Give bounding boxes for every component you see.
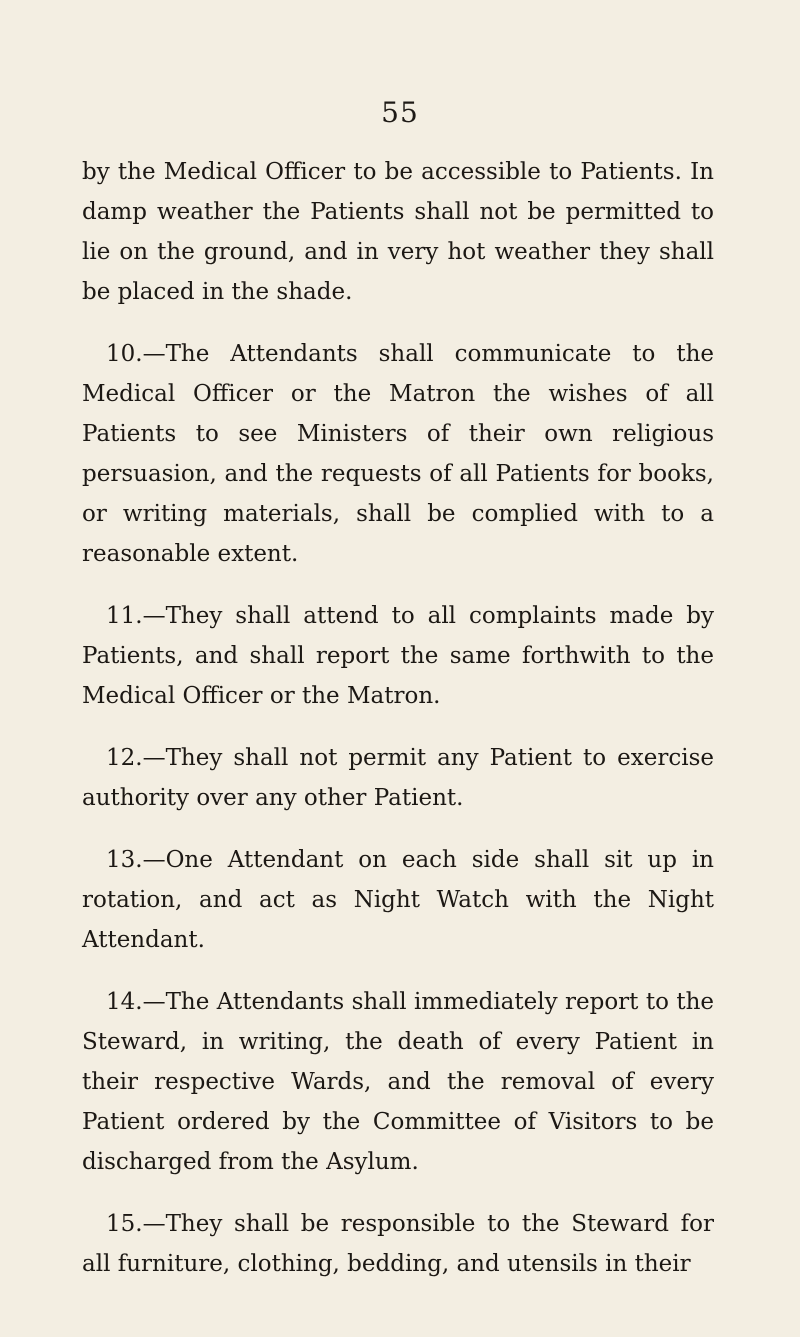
paragraph-rule-14: 14.—The Attendants shall immediately report to the Steward, in writing, the death of every Patient in their respective Wards, and the removal of every Patient ordered by the Committee of Visitors to be discharged from the Asylum.: [82, 989, 714, 1175]
paragraph-continuation: by the Medical Officer to be accessible to Patients. In damp weather the Patients shall not be permitted to lie on the ground, and in very hot weather they shall be placed in the shade.: [82, 159, 714, 305]
paragraph-rule-15: 15.—They shall be responsible to the Steward for all furniture, clothing, bedding, and utensils in their: [82, 1211, 714, 1277]
paragraph-rule-12: 12.—They shall not permit any Patient to exercise authority over any other Patient.: [82, 745, 714, 811]
paragraph-rule-11: 11.—They shall attend to all complaints made by Patients, and shall report the same forthwith to the Medical Officer or the Matron.: [82, 603, 714, 709]
body-text: [82, 152, 714, 1284]
paragraph-rule-13: 13.—One Attendant on each side shall sit up in rotation, and act as Night Watch with the Night Attendant.: [82, 847, 714, 953]
paragraph-rule-10: 10.—The Attendants shall communicate to the Medical Officer or the Matron the wishes of all Patients to see Ministers of their own religious persuasion, and the requests of all Patients for books, or writing materials, shall be complied with to a reasonable extent.: [82, 341, 714, 567]
page-number: 55: [381, 96, 419, 129]
